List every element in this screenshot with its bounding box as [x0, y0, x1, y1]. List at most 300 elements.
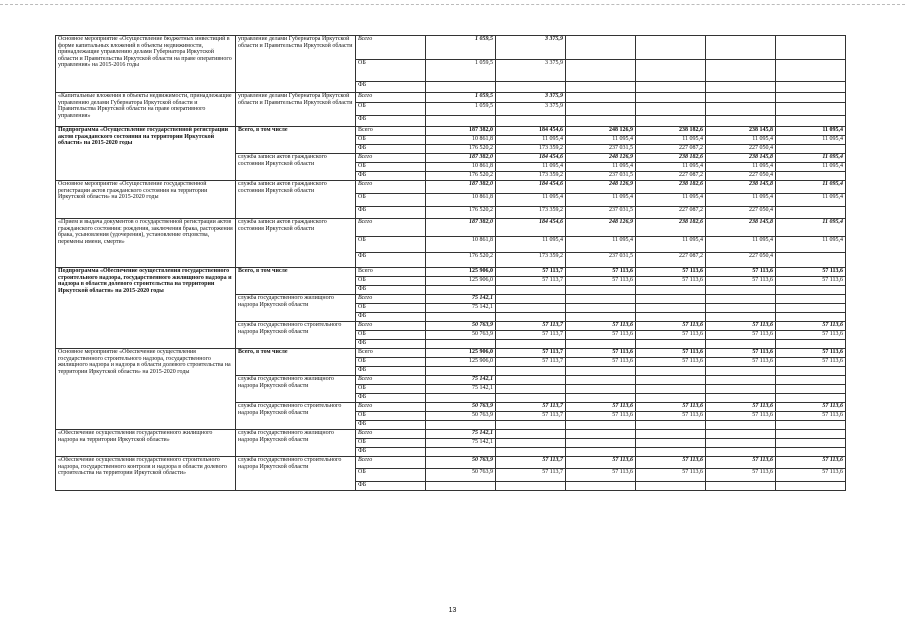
amount-cell: 57 113,7	[496, 403, 566, 412]
amount-cell: 173 359,2	[496, 207, 566, 219]
amount-cell: 75 142,1	[426, 439, 496, 448]
amount-cell	[776, 394, 846, 403]
amount-cell: 11 095,4	[776, 136, 846, 145]
funding-source-cell: ОБ	[356, 237, 426, 253]
amount-cell	[636, 116, 706, 127]
amount-cell: 57 113,6	[776, 277, 846, 286]
amount-cell	[776, 145, 846, 154]
amount-cell: 57 113,7	[496, 412, 566, 421]
table-row	[56, 219, 846, 237]
funding-source-cell: ФБ	[356, 145, 426, 154]
amount-cell	[566, 448, 636, 457]
amount-cell	[776, 367, 846, 376]
amount-cell: 57 113,7	[496, 457, 566, 469]
amount-cell: 57 113,6	[706, 469, 776, 482]
amount-cell: 3 375,9	[496, 103, 566, 116]
amount-cell: 57 113,6	[706, 331, 776, 340]
funding-source-cell: ФБ	[356, 421, 426, 430]
amount-cell	[776, 482, 846, 491]
measure-name-cell: Подпрограмма «Осуществление государственной регистрации актов гражданского состояния на территории Иркутской области» на 2015-2020 годы	[56, 127, 236, 181]
amount-cell: 75 142,1	[426, 430, 496, 439]
amount-cell	[776, 295, 846, 304]
funding-source-cell: Всего	[356, 36, 426, 60]
amount-cell	[776, 448, 846, 457]
amount-cell: 227 050,4	[706, 253, 776, 268]
amount-cell	[426, 313, 496, 322]
amount-cell: 238 182,6	[636, 219, 706, 237]
amount-cell: 57 113,6	[706, 277, 776, 286]
funding-source-cell: Всего	[356, 181, 426, 194]
amount-cell	[706, 430, 776, 439]
funding-source-cell: ФБ	[356, 313, 426, 322]
executor-cell: служба государственного строительного надзора Иркутской области	[236, 403, 356, 430]
table-row	[56, 93, 846, 103]
amount-cell	[566, 82, 636, 93]
amount-cell	[776, 340, 846, 349]
amount-cell: 57 113,6	[636, 331, 706, 340]
amount-cell	[566, 313, 636, 322]
amount-cell: 57 113,7	[496, 358, 566, 367]
amount-cell: 11 095,4	[566, 163, 636, 172]
funding-source-cell: ФБ	[356, 253, 426, 268]
amount-cell: 238 145,8	[706, 181, 776, 194]
funding-source-cell: Всего	[356, 93, 426, 103]
amount-cell	[566, 304, 636, 313]
amount-cell	[706, 482, 776, 491]
amount-cell: 75 142,1	[426, 304, 496, 313]
budget-table	[55, 35, 846, 491]
funding-source-cell: ФБ	[356, 482, 426, 491]
funding-source-cell: ОБ	[356, 385, 426, 394]
amount-cell: 57 113,6	[636, 469, 706, 482]
amount-cell	[706, 394, 776, 403]
executor-cell: управление делами Губернатора Иркутской области и Правительства Иркутской области	[236, 93, 356, 127]
amount-cell	[776, 439, 846, 448]
amount-cell	[706, 367, 776, 376]
amount-cell	[636, 376, 706, 385]
amount-cell	[706, 286, 776, 295]
amount-cell	[426, 367, 496, 376]
amount-cell	[496, 313, 566, 322]
amount-cell	[636, 103, 706, 116]
amount-cell	[776, 116, 846, 127]
measure-name-cell: Основное мероприятие «Осуществление государственной регистрации актов гражданского состояния на территории Иркутской области» на 2015-2020 годы	[56, 181, 236, 219]
amount-cell: 238 182,6	[636, 154, 706, 163]
page-number: 13	[448, 607, 457, 614]
amount-cell	[636, 448, 706, 457]
amount-cell: 57 113,6	[776, 331, 846, 340]
amount-cell	[496, 304, 566, 313]
amount-cell	[426, 421, 496, 430]
amount-cell: 238 182,6	[636, 127, 706, 136]
amount-cell: 227 087,2	[636, 253, 706, 268]
table-row	[56, 349, 846, 358]
funding-source-cell: ФБ	[356, 448, 426, 457]
amount-cell	[776, 103, 846, 116]
amount-cell: 57 113,6	[566, 412, 636, 421]
amount-cell: 57 113,6	[566, 277, 636, 286]
amount-cell	[496, 385, 566, 394]
amount-cell: 227 087,2	[636, 207, 706, 219]
amount-cell: 57 113,6	[636, 412, 706, 421]
amount-cell: 57 113,7	[496, 268, 566, 277]
amount-cell	[636, 421, 706, 430]
amount-cell: 227 050,4	[706, 145, 776, 154]
amount-cell: 187 382,0	[426, 181, 496, 194]
amount-cell: 176 520,2	[426, 145, 496, 154]
amount-cell: 11 095,4	[776, 219, 846, 237]
funding-source-cell: ОБ	[356, 163, 426, 172]
amount-cell: 11 095,4	[496, 237, 566, 253]
amount-cell: 11 095,4	[636, 237, 706, 253]
amount-cell: 57 113,6	[776, 403, 846, 412]
amount-cell	[566, 60, 636, 82]
amount-cell	[566, 439, 636, 448]
amount-cell	[636, 313, 706, 322]
funding-source-cell: Всего	[356, 457, 426, 469]
amount-cell	[566, 93, 636, 103]
amount-cell	[566, 286, 636, 295]
amount-cell	[776, 430, 846, 439]
funding-source-cell: Всего	[356, 154, 426, 163]
amount-cell	[706, 439, 776, 448]
amount-cell: 11 095,4	[566, 194, 636, 207]
amount-cell: 57 113,6	[706, 358, 776, 367]
funding-source-cell: ФБ	[356, 394, 426, 403]
amount-cell: 57 113,6	[776, 412, 846, 421]
amount-cell: 248 126,9	[566, 154, 636, 163]
amount-cell: 57 113,7	[496, 277, 566, 286]
budget-table-body	[56, 36, 846, 491]
amount-cell	[706, 421, 776, 430]
amount-cell	[636, 482, 706, 491]
funding-source-cell: ОБ	[356, 412, 426, 421]
measure-name-cell: «Капитальные вложения в объекты недвижимости, принадлежащие управлению делами Губернатора Иркутской области и Правительства Иркутской области на праве оперативного управления»	[56, 93, 236, 127]
amount-cell: 1 059,5	[426, 93, 496, 103]
amount-cell	[706, 116, 776, 127]
measure-name-cell: «Прием и выдача документов о государственной регистрации актов гражданского состояния: рождения, заключения брака, расторжения брака, усыновления (удочерения), установление отцовства, перемены имени, смерти»	[56, 219, 236, 268]
amount-cell: 11 095,4	[496, 194, 566, 207]
amount-cell	[776, 36, 846, 60]
amount-cell: 237 031,5	[566, 172, 636, 181]
amount-cell	[566, 385, 636, 394]
amount-cell: 50 763,9	[426, 403, 496, 412]
amount-cell	[636, 295, 706, 304]
amount-cell: 57 113,6	[636, 322, 706, 331]
amount-cell: 187 382,0	[426, 127, 496, 136]
amount-cell: 50 763,9	[426, 457, 496, 469]
executor-cell: служба государственного строительного надзора Иркутской области	[236, 457, 356, 491]
amount-cell: 57 113,6	[776, 268, 846, 277]
amount-cell: 57 113,6	[566, 403, 636, 412]
amount-cell: 187 382,0	[426, 154, 496, 163]
amount-cell	[636, 82, 706, 93]
amount-cell: 238 145,8	[706, 219, 776, 237]
amount-cell	[636, 385, 706, 394]
amount-cell	[496, 430, 566, 439]
amount-cell: 248 126,9	[566, 127, 636, 136]
amount-cell: 238 182,6	[636, 181, 706, 194]
amount-cell	[566, 116, 636, 127]
funding-source-cell: ОБ	[356, 194, 426, 207]
amount-cell	[636, 394, 706, 403]
amount-cell	[636, 286, 706, 295]
amount-cell	[496, 367, 566, 376]
funding-source-cell: ФБ	[356, 172, 426, 181]
executor-cell: служба государственного жилищного надзора Иркутской области	[236, 430, 356, 457]
amount-cell: 1 059,5	[426, 103, 496, 116]
amount-cell: 125 906,0	[426, 358, 496, 367]
executor-cell: служба государственного строительного надзора Иркутской области	[236, 322, 356, 349]
executor-cell: служба записи актов гражданского состояния Иркутской области	[236, 154, 356, 181]
executor-cell: служба записи актов гражданского состояния Иркутской области	[236, 181, 356, 219]
amount-cell: 187 382,0	[426, 219, 496, 237]
amount-cell	[706, 103, 776, 116]
funding-source-cell: ФБ	[356, 367, 426, 376]
amount-cell	[426, 82, 496, 93]
amount-cell: 11 095,4	[636, 194, 706, 207]
executor-cell: Всего, в том числе	[236, 268, 356, 295]
amount-cell	[496, 482, 566, 491]
funding-source-cell: Всего	[356, 127, 426, 136]
amount-cell: 10 861,8	[426, 237, 496, 253]
funding-source-cell: Всего	[356, 268, 426, 277]
funding-source-cell: ОБ	[356, 331, 426, 340]
amount-cell: 11 095,4	[496, 136, 566, 145]
amount-cell: 11 095,4	[706, 237, 776, 253]
amount-cell	[776, 82, 846, 93]
amount-cell	[776, 253, 846, 268]
amount-cell	[566, 340, 636, 349]
executor-cell: Всего, в том числе	[236, 127, 356, 154]
amount-cell: 57 113,6	[706, 403, 776, 412]
amount-cell	[426, 482, 496, 491]
amount-cell	[496, 82, 566, 93]
amount-cell	[706, 385, 776, 394]
amount-cell	[706, 376, 776, 385]
amount-cell	[566, 482, 636, 491]
amount-cell	[426, 394, 496, 403]
amount-cell: 227 087,2	[636, 172, 706, 181]
amount-cell	[636, 60, 706, 82]
amount-cell: 184 454,6	[496, 219, 566, 237]
table-row	[56, 430, 846, 439]
amount-cell: 184 454,6	[496, 154, 566, 163]
amount-cell: 11 095,4	[706, 194, 776, 207]
amount-cell: 57 113,6	[706, 349, 776, 358]
amount-cell: 237 031,5	[566, 145, 636, 154]
amount-cell: 125 906,0	[426, 349, 496, 358]
amount-cell: 57 113,6	[706, 412, 776, 421]
amount-cell: 57 113,6	[636, 457, 706, 469]
amount-cell: 11 095,4	[776, 237, 846, 253]
amount-cell	[566, 367, 636, 376]
amount-cell: 11 095,4	[776, 163, 846, 172]
amount-cell: 227 087,2	[636, 145, 706, 154]
amount-cell: 3 375,9	[496, 36, 566, 60]
measure-name-cell: «Обеспечение осуществления государственного жилищного надзора на территории Иркутской области»	[56, 430, 236, 457]
amount-cell: 57 113,6	[776, 358, 846, 367]
amount-cell	[496, 439, 566, 448]
header-dashed-line	[0, 4, 905, 6]
amount-cell: 57 113,6	[636, 358, 706, 367]
executor-cell: Всего, в том числе	[236, 349, 356, 376]
amount-cell: 50 763,9	[426, 412, 496, 421]
amount-cell	[776, 93, 846, 103]
amount-cell: 11 095,4	[776, 194, 846, 207]
amount-cell	[566, 295, 636, 304]
amount-cell	[706, 448, 776, 457]
amount-cell: 184 454,6	[496, 181, 566, 194]
amount-cell: 57 113,6	[706, 322, 776, 331]
amount-cell: 10 861,8	[426, 163, 496, 172]
amount-cell: 57 113,7	[496, 349, 566, 358]
amount-cell: 57 113,6	[636, 268, 706, 277]
amount-cell: 57 113,6	[566, 457, 636, 469]
amount-cell: 237 031,5	[566, 253, 636, 268]
amount-cell	[776, 376, 846, 385]
amount-cell	[776, 60, 846, 82]
funding-source-cell: ОБ	[356, 358, 426, 367]
amount-cell	[776, 421, 846, 430]
amount-cell	[566, 421, 636, 430]
amount-cell	[566, 394, 636, 403]
table-row	[56, 268, 846, 277]
amount-cell: 173 359,2	[496, 172, 566, 181]
amount-cell	[566, 36, 636, 60]
amount-cell: 57 113,6	[566, 331, 636, 340]
amount-cell: 57 113,6	[566, 268, 636, 277]
amount-cell: 227 050,4	[706, 172, 776, 181]
executor-cell: служба государственного жилищного надзора Иркутской области	[236, 295, 356, 322]
amount-cell	[496, 295, 566, 304]
amount-cell: 248 126,9	[566, 219, 636, 237]
executor-cell: служба записи актов гражданского состояния Иркутской области	[236, 219, 356, 268]
funding-source-cell: ОБ	[356, 103, 426, 116]
amount-cell: 57 113,7	[496, 322, 566, 331]
funding-source-cell: ФБ	[356, 82, 426, 93]
amount-cell	[636, 340, 706, 349]
amount-cell	[776, 286, 846, 295]
amount-cell: 57 113,6	[706, 268, 776, 277]
amount-cell: 176 520,2	[426, 207, 496, 219]
funding-source-cell: Всего	[356, 322, 426, 331]
amount-cell	[636, 93, 706, 103]
amount-cell: 75 142,1	[426, 385, 496, 394]
funding-source-cell: Всего	[356, 403, 426, 412]
funding-source-cell: ОБ	[356, 469, 426, 482]
amount-cell: 11 095,4	[636, 136, 706, 145]
amount-cell	[706, 340, 776, 349]
amount-cell	[426, 340, 496, 349]
amount-cell: 75 142,1	[426, 376, 496, 385]
amount-cell	[566, 103, 636, 116]
amount-cell: 227 050,4	[706, 207, 776, 219]
amount-cell	[636, 430, 706, 439]
executor-cell: управление делами Губернатора Иркутской области и Правительства Иркутской области	[236, 36, 356, 93]
funding-source-cell: ОБ	[356, 60, 426, 82]
amount-cell	[776, 172, 846, 181]
amount-cell: 57 113,6	[566, 322, 636, 331]
amount-cell: 75 142,1	[426, 295, 496, 304]
amount-cell: 57 113,7	[496, 331, 566, 340]
amount-cell	[636, 36, 706, 60]
amount-cell: 11 095,4	[776, 181, 846, 194]
amount-cell: 57 113,6	[776, 349, 846, 358]
amount-cell: 10 861,8	[426, 194, 496, 207]
amount-cell: 11 095,4	[706, 163, 776, 172]
amount-cell	[776, 313, 846, 322]
funding-source-cell: ФБ	[356, 116, 426, 127]
amount-cell	[706, 304, 776, 313]
funding-source-cell: ОБ	[356, 277, 426, 286]
funding-source-cell: ФБ	[356, 340, 426, 349]
amount-cell: 1 059,5	[426, 60, 496, 82]
amount-cell: 125 906,0	[426, 268, 496, 277]
amount-cell: 57 113,6	[566, 349, 636, 358]
amount-cell: 10 861,8	[426, 136, 496, 145]
funding-source-cell: ФБ	[356, 286, 426, 295]
amount-cell: 125 906,0	[426, 277, 496, 286]
amount-cell	[496, 286, 566, 295]
amount-cell: 238 145,8	[706, 154, 776, 163]
amount-cell	[706, 93, 776, 103]
funding-source-cell: ОБ	[356, 439, 426, 448]
measure-name-cell: «Обеспечение осуществления государственного строительного надзора, государственного контроля и надзора в области долевого строительства на территории Иркутской области»	[56, 457, 236, 491]
amount-cell: 57 113,6	[776, 457, 846, 469]
amount-cell: 3 375,9	[496, 93, 566, 103]
funding-source-cell: Всего	[356, 349, 426, 358]
amount-cell	[706, 313, 776, 322]
amount-cell: 248 126,9	[566, 181, 636, 194]
amount-cell: 11 095,4	[776, 127, 846, 136]
amount-cell	[566, 430, 636, 439]
amount-cell: 237 031,5	[566, 207, 636, 219]
funding-source-cell: ФБ	[356, 207, 426, 219]
amount-cell	[496, 376, 566, 385]
amount-cell	[636, 304, 706, 313]
amount-cell: 57 113,6	[636, 277, 706, 286]
amount-cell: 11 095,4	[566, 237, 636, 253]
amount-cell: 176 520,2	[426, 253, 496, 268]
amount-cell: 50 763,9	[426, 469, 496, 482]
funding-source-cell: ОБ	[356, 304, 426, 313]
amount-cell: 184 454,6	[496, 127, 566, 136]
amount-cell	[706, 36, 776, 60]
measure-name-cell: Основное мероприятие «Обеспечение осуществления государственного строительного надзора, государственного жилищного надзора и надзора в области долевого строительства на территории Иркутской области» на 2015-2020 годы	[56, 349, 236, 430]
amount-cell: 11 095,4	[776, 154, 846, 163]
amount-cell	[426, 448, 496, 457]
amount-cell: 11 095,4	[636, 163, 706, 172]
amount-cell	[706, 60, 776, 82]
amount-cell	[776, 385, 846, 394]
amount-cell: 1 059,5	[426, 36, 496, 60]
executor-cell: служба государственного жилищного надзора Иркутской области	[236, 376, 356, 403]
amount-cell: 50 763,9	[426, 322, 496, 331]
amount-cell	[426, 116, 496, 127]
amount-cell: 11 095,4	[566, 136, 636, 145]
amount-cell: 57 113,6	[636, 403, 706, 412]
amount-cell	[706, 82, 776, 93]
table-row	[56, 181, 846, 194]
amount-cell: 173 359,2	[496, 145, 566, 154]
amount-cell: 11 095,4	[706, 136, 776, 145]
amount-cell: 173 359,2	[496, 253, 566, 268]
amount-cell: 57 113,6	[776, 469, 846, 482]
amount-cell: 238 145,8	[706, 127, 776, 136]
amount-cell: 3 375,9	[496, 60, 566, 82]
amount-cell: 57 113,6	[636, 349, 706, 358]
